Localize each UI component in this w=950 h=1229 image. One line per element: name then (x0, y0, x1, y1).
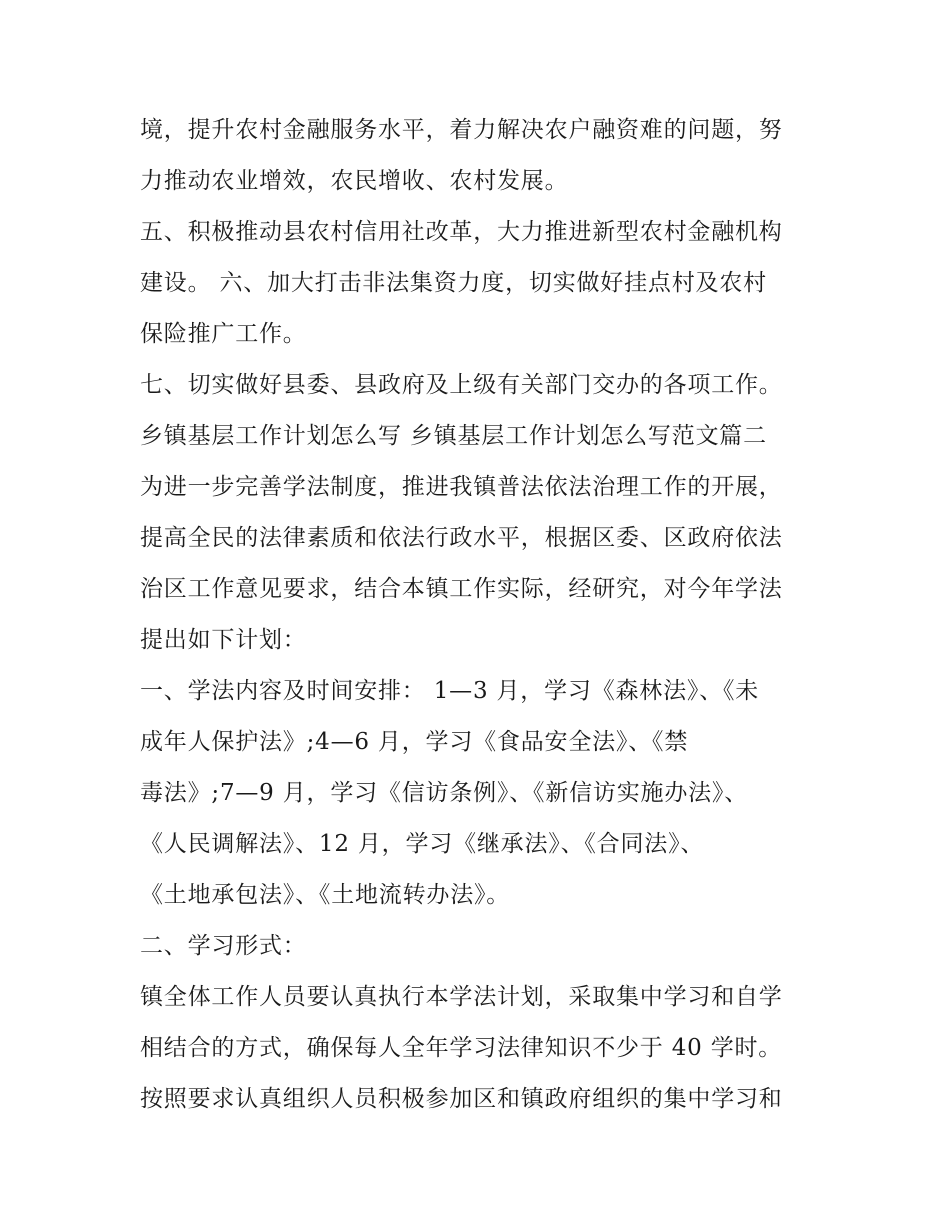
text-line: 《土地承包法》、《土地流转办法》。 (140, 882, 511, 908)
text-line: 毒法》;7—9 月，学习《信访条例》、《新信访实施办法》、 (140, 780, 749, 806)
section-title-line: 乡镇基层工作计划怎么写 乡镇基层工作计划怎么写范文篇二 (140, 423, 767, 449)
text-line: 保险推广工作。 (140, 321, 307, 347)
document-body (140, 105, 820, 1125)
text-line: 建设。 六、加大打击非法集资力度，切实做好挂点村及农村 (140, 270, 767, 296)
text-line: 提高全民的法律素质和依法行政水平，根据区委、区政府依法 (140, 525, 783, 551)
text-line: 二、学习形式： (140, 933, 307, 959)
text-line: 一、学法内容及时间安排： 1—3 月，学习《森林法》、《未 (140, 678, 760, 704)
text-line: 镇全体工作人员要认真执行本学法计划，采取集中学习和自学 (140, 984, 783, 1010)
text-line: 治区工作意见要求，结合本镇工作实际，经研究，对今年学法 (140, 576, 783, 602)
text-line: 提出如下计划： (140, 627, 307, 653)
text-line: 五、积极推动县农村信用社改革，大力推进新型农村金融机构 (140, 219, 783, 245)
text-line: 七、切实做好县委、县政府及上级有关部门交办的各项工作。 (140, 372, 783, 398)
text-line: 《人民调解法》、12 月，学习《继承法》、《合同法》、 (140, 831, 705, 857)
text-line: 相结合的方式，确保每人全年学习法律知识不少于 40 学时。 (140, 1035, 783, 1061)
text-line: 力推动农业增效，农民增收、农村发展。 (140, 168, 569, 194)
text-line: 为进一步完善学法制度，推进我镇普法依法治理工作的开展， (140, 474, 783, 500)
text-line: 成年人保护法》;4—6 月，学习《食品安全法》、《禁 (140, 729, 689, 755)
text-line: 境，提升农村金融服务水平，着力解决农户融资难的问题，努 (140, 117, 783, 143)
text-line: 按照要求认真组织人员积极参加区和镇政府组织的集中学习和 (140, 1086, 783, 1112)
